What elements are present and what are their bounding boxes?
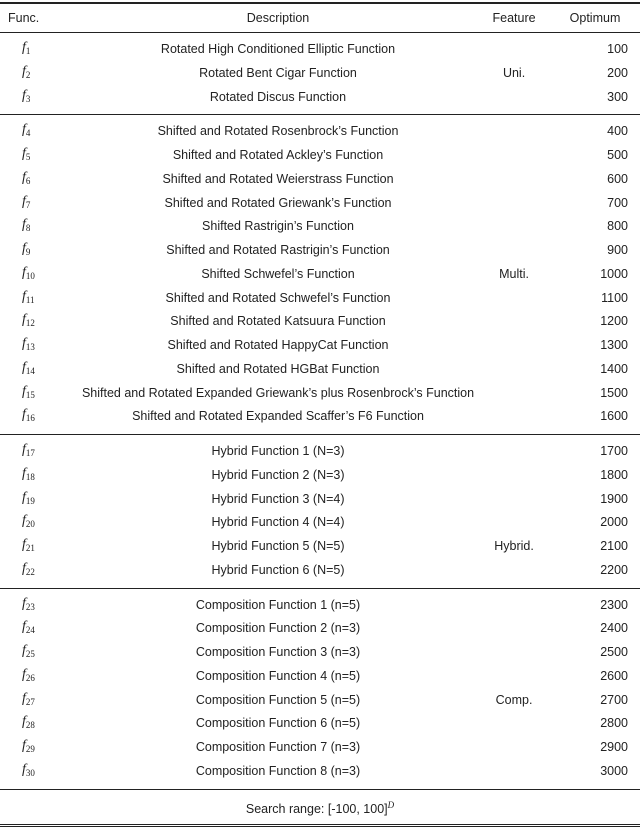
func-cell bbox=[0, 215, 82, 239]
func-name bbox=[22, 146, 30, 161]
feature-cell bbox=[474, 215, 554, 239]
feature-cell bbox=[474, 641, 554, 665]
table-row bbox=[0, 239, 640, 263]
func-cell bbox=[0, 38, 82, 62]
func-index: 5 bbox=[25, 152, 31, 162]
func-name bbox=[22, 537, 35, 552]
optimum-cell: 200 bbox=[607, 65, 628, 80]
func-index: 29 bbox=[25, 744, 35, 754]
func-cell bbox=[0, 334, 82, 358]
func-symbol: f bbox=[22, 336, 26, 351]
func-name bbox=[22, 714, 35, 729]
func-name bbox=[22, 217, 30, 232]
func-name bbox=[22, 561, 35, 576]
table-row bbox=[0, 287, 640, 311]
feature-cell bbox=[474, 358, 554, 382]
search-range-text: Search range: [-100, 100] bbox=[245, 801, 388, 816]
func-index: 7 bbox=[25, 199, 31, 210]
footer-row bbox=[0, 790, 640, 826]
optimum-cell: 300 bbox=[607, 89, 628, 104]
optimum-cell: 3000 bbox=[600, 763, 628, 778]
func-index: 23 bbox=[25, 601, 35, 612]
func-name bbox=[22, 122, 30, 137]
func-symbol: f bbox=[22, 383, 26, 399]
func-cell bbox=[0, 617, 82, 641]
func-index: 22 bbox=[25, 566, 35, 577]
table-row bbox=[0, 736, 640, 760]
func-symbol: f bbox=[22, 146, 26, 161]
func-cell bbox=[0, 511, 82, 535]
optimum-cell: 1100 bbox=[601, 290, 628, 305]
description-cell: Rotated Discus Function bbox=[209, 89, 347, 104]
func-cell bbox=[0, 358, 82, 382]
func-cell bbox=[0, 62, 82, 86]
func-index: 2 bbox=[25, 69, 31, 80]
func-symbol: f bbox=[22, 63, 26, 79]
optimum-cell: 1600 bbox=[600, 409, 628, 424]
description-cell: Shifted and Rotated Expanded Scaffer’s F6 Function bbox=[132, 409, 424, 424]
feature-cell: Hybrid. bbox=[494, 539, 534, 553]
benchmark-table bbox=[0, 2, 640, 827]
table-row bbox=[0, 38, 640, 62]
func-symbol: f bbox=[22, 513, 26, 529]
feature-cell bbox=[474, 712, 554, 736]
optimum-cell: 2500 bbox=[600, 645, 628, 659]
table-row bbox=[0, 263, 640, 287]
optimum-cell: 2000 bbox=[600, 515, 628, 530]
func-cell bbox=[0, 192, 82, 216]
func-name bbox=[22, 466, 35, 481]
table-row bbox=[0, 310, 640, 334]
table-row bbox=[0, 334, 640, 358]
func-cell bbox=[0, 760, 82, 784]
table-row bbox=[0, 464, 640, 488]
description-cell: Rotated High Conditioned Elliptic Function bbox=[160, 42, 396, 56]
description-cell: Composition Function 1 (n=5) bbox=[195, 597, 361, 612]
func-name bbox=[22, 762, 35, 777]
description-cell: Composition Function 3 (n=3) bbox=[195, 645, 361, 659]
func-symbol: f bbox=[22, 560, 26, 576]
func-name bbox=[22, 442, 35, 457]
table-row bbox=[0, 358, 640, 382]
feature-cell: Comp. bbox=[495, 692, 533, 707]
description-cell: Shifted Schwefel’s Function bbox=[201, 266, 355, 281]
optimum-cell: 800 bbox=[607, 219, 628, 234]
optimum-cell: 1800 bbox=[600, 467, 628, 482]
func-symbol: f bbox=[22, 619, 26, 635]
optimum-cell: 1000 bbox=[600, 266, 628, 281]
func-cell bbox=[0, 382, 82, 406]
func-name bbox=[22, 194, 30, 209]
func-symbol: f bbox=[22, 359, 26, 375]
description-cell: Shifted and Rotated Weierstrass Function bbox=[162, 171, 394, 186]
func-symbol: f bbox=[22, 264, 26, 280]
optimum-cell: 500 bbox=[607, 148, 628, 162]
feature-cell bbox=[474, 144, 554, 168]
func-name bbox=[22, 336, 35, 351]
func-cell bbox=[0, 689, 82, 713]
func-name bbox=[22, 88, 30, 103]
func-symbol: f bbox=[22, 761, 26, 777]
feature-cell: Multi. bbox=[499, 266, 529, 281]
func-index: 8 bbox=[25, 223, 31, 234]
table-row bbox=[0, 511, 640, 535]
func-symbol: f bbox=[22, 489, 26, 505]
func-index: 25 bbox=[25, 649, 35, 659]
func-name bbox=[22, 407, 35, 422]
header-row bbox=[0, 3, 640, 33]
func-cell bbox=[0, 310, 82, 334]
feature-cell bbox=[474, 310, 554, 334]
feature-cell bbox=[474, 86, 554, 110]
func-name bbox=[22, 384, 35, 399]
func-symbol: f bbox=[22, 87, 26, 103]
feature-cell bbox=[474, 287, 554, 311]
func-cell bbox=[0, 641, 82, 665]
optimum-cell: 2300 bbox=[600, 597, 628, 612]
feature-cell bbox=[474, 239, 554, 263]
func-cell bbox=[0, 239, 82, 263]
optimum-cell: 2200 bbox=[600, 562, 628, 577]
func-index: 27 bbox=[25, 696, 35, 707]
func-cell bbox=[0, 120, 82, 144]
header-description: Description bbox=[246, 11, 310, 25]
func-symbol: f bbox=[22, 537, 26, 552]
func-name bbox=[22, 619, 35, 634]
func-cell bbox=[0, 464, 82, 488]
func-index: 16 bbox=[25, 413, 35, 424]
description-cell: Shifted and Rotated Rosenbrock’s Function bbox=[157, 124, 399, 139]
optimum-cell: 1300 bbox=[600, 338, 628, 352]
func-symbol: f bbox=[22, 241, 26, 256]
optimum-cell: 2900 bbox=[600, 740, 628, 754]
func-index: 26 bbox=[25, 672, 35, 683]
table-row bbox=[0, 594, 640, 618]
description-cell: Rotated Bent Cigar Function bbox=[199, 65, 357, 80]
feature-cell bbox=[474, 334, 554, 358]
func-index: 1 bbox=[25, 46, 31, 56]
description-cell: Hybrid Function 3 (N=4) bbox=[211, 491, 345, 506]
description-cell: Shifted and Rotated Katsuura Function bbox=[170, 314, 386, 329]
feature-cell bbox=[474, 464, 554, 488]
optimum-cell: 600 bbox=[607, 171, 628, 186]
table-row bbox=[0, 215, 640, 239]
description-cell: Composition Function 6 (n=5) bbox=[195, 716, 361, 731]
table-row bbox=[0, 641, 640, 665]
func-name bbox=[22, 643, 35, 658]
func-index: 21 bbox=[25, 543, 35, 553]
func-index: 4 bbox=[25, 128, 31, 139]
feature-cell bbox=[474, 736, 554, 760]
optimum-cell: 2400 bbox=[600, 621, 628, 636]
table-body bbox=[0, 33, 640, 790]
func-name bbox=[22, 691, 35, 706]
func-cell bbox=[0, 287, 82, 311]
optimum-cell: 1200 bbox=[600, 314, 628, 329]
func-index: 19 bbox=[25, 495, 35, 506]
func-name bbox=[22, 64, 30, 79]
description-cell: Shifted and Rotated Griewank’s Function bbox=[164, 195, 392, 210]
func-index: 18 bbox=[25, 471, 35, 482]
description-cell: Shifted and Rotated Ackley’s Function bbox=[172, 148, 384, 162]
feature-cell bbox=[474, 511, 554, 535]
func-index: 12 bbox=[25, 318, 35, 329]
func-cell bbox=[0, 712, 82, 736]
func-name bbox=[22, 667, 35, 682]
table-row bbox=[0, 488, 640, 512]
feature-cell bbox=[474, 594, 554, 618]
description-cell: Composition Function 8 (n=3) bbox=[195, 763, 361, 778]
optimum-cell: 100 bbox=[607, 42, 628, 56]
description-cell: Composition Function 7 (n=3) bbox=[195, 740, 361, 754]
table-row bbox=[0, 192, 640, 216]
func-index: 10 bbox=[25, 270, 35, 281]
feature-cell bbox=[474, 440, 554, 464]
optimum-cell: 1500 bbox=[600, 385, 628, 400]
header-feature: Feature bbox=[492, 11, 536, 25]
optimum-cell: 2600 bbox=[600, 668, 628, 683]
description-cell: Hybrid Function 2 (N=3) bbox=[211, 467, 345, 482]
table-row bbox=[0, 617, 640, 641]
func-name bbox=[22, 265, 35, 280]
table-row bbox=[0, 62, 640, 86]
func-name bbox=[22, 596, 35, 611]
optimum-cell: 1400 bbox=[600, 361, 628, 376]
feature-cell bbox=[474, 559, 554, 583]
table-row bbox=[0, 168, 640, 192]
feature-cell bbox=[474, 38, 554, 62]
optimum-cell: 2700 bbox=[600, 692, 628, 707]
func-symbol: f bbox=[22, 312, 26, 328]
optimum-cell: 900 bbox=[607, 243, 628, 257]
func-index: 30 bbox=[25, 767, 35, 778]
func-cell bbox=[0, 86, 82, 110]
feature-cell bbox=[474, 120, 554, 144]
optimum-cell: 700 bbox=[607, 195, 628, 210]
feature-cell bbox=[474, 405, 554, 429]
description-cell: Hybrid Function 5 (N=5) bbox=[211, 539, 345, 553]
optimum-cell: 2800 bbox=[600, 716, 628, 731]
func-symbol: f bbox=[22, 442, 26, 457]
func-symbol: f bbox=[22, 193, 26, 209]
func-cell bbox=[0, 535, 82, 559]
func-index: 15 bbox=[25, 389, 35, 400]
func-symbol: f bbox=[22, 666, 26, 682]
feature-cell bbox=[474, 192, 554, 216]
func-index: 14 bbox=[25, 365, 35, 376]
func-name bbox=[22, 312, 35, 327]
table-row bbox=[0, 440, 640, 464]
func-name bbox=[22, 40, 30, 55]
func-symbol: f bbox=[22, 40, 26, 55]
func-name bbox=[22, 738, 35, 753]
func-cell bbox=[0, 440, 82, 464]
table-row bbox=[0, 144, 640, 168]
description-cell: Hybrid Function 4 (N=4) bbox=[211, 515, 345, 530]
description-cell: Shifted Rastrigin’s Function bbox=[202, 219, 354, 234]
table-row bbox=[0, 120, 640, 144]
feature-cell bbox=[474, 382, 554, 406]
func-cell bbox=[0, 263, 82, 287]
func-name bbox=[22, 360, 35, 375]
func-cell bbox=[0, 144, 82, 168]
func-name bbox=[22, 513, 35, 528]
header-optimum: Optimum bbox=[569, 11, 621, 25]
func-index: 3 bbox=[25, 93, 31, 104]
func-cell bbox=[0, 405, 82, 429]
table-row bbox=[0, 405, 640, 429]
func-cell bbox=[0, 559, 82, 583]
table-row bbox=[0, 535, 640, 559]
func-index: 24 bbox=[25, 625, 35, 636]
description-cell: Shifted and Rotated Schwefel’s Function bbox=[165, 290, 391, 305]
func-symbol: f bbox=[22, 122, 26, 138]
optimum-cell: 1900 bbox=[600, 491, 628, 506]
func-symbol: f bbox=[22, 714, 26, 730]
description-cell: Shifted and Rotated HappyCat Function bbox=[167, 338, 389, 352]
table-row bbox=[0, 712, 640, 736]
description-cell: Hybrid Function 6 (N=5) bbox=[211, 562, 345, 577]
optimum-cell: 400 bbox=[607, 124, 628, 139]
func-cell bbox=[0, 736, 82, 760]
description-cell: Shifted and Rotated Expanded Griewank’s plus Rosenbrock’s Function bbox=[81, 385, 475, 400]
description-cell: Composition Function 2 (n=3) bbox=[195, 621, 361, 636]
func-symbol: f bbox=[22, 217, 26, 233]
description-cell: Hybrid Function 1 (N=3) bbox=[211, 444, 345, 458]
optimum-cell: 2100 bbox=[600, 539, 628, 553]
table-row bbox=[0, 760, 640, 784]
func-symbol: f bbox=[22, 738, 26, 753]
func-cell bbox=[0, 488, 82, 512]
func-name bbox=[22, 490, 35, 505]
description-cell: Composition Function 5 (n=5) bbox=[195, 692, 361, 707]
func-name bbox=[22, 241, 30, 256]
description-cell: Shifted and Rotated HGBat Function bbox=[176, 361, 380, 376]
func-cell bbox=[0, 168, 82, 192]
header-func: Func. bbox=[8, 11, 40, 25]
feature-cell: Uni. bbox=[502, 65, 526, 80]
func-index: 28 bbox=[25, 720, 35, 731]
func-symbol: f bbox=[22, 690, 26, 706]
feature-cell bbox=[474, 760, 554, 784]
func-index: 13 bbox=[25, 342, 35, 352]
func-index: 17 bbox=[25, 448, 35, 458]
table-row bbox=[0, 382, 640, 406]
feature-cell bbox=[474, 665, 554, 689]
optimum-cell: 1700 bbox=[600, 444, 628, 458]
table-row bbox=[0, 559, 640, 583]
func-cell bbox=[0, 665, 82, 689]
search-range-note bbox=[0, 790, 640, 826]
feature-cell bbox=[474, 488, 554, 512]
func-symbol: f bbox=[22, 288, 26, 304]
func-index: 6 bbox=[25, 175, 31, 186]
func-symbol: f bbox=[22, 465, 26, 481]
table-row bbox=[0, 86, 640, 110]
func-symbol: f bbox=[22, 595, 26, 611]
description-cell: Shifted and Rotated Rastrigin’s Function bbox=[166, 243, 390, 257]
feature-cell bbox=[474, 617, 554, 641]
func-name bbox=[22, 289, 35, 304]
func-symbol: f bbox=[22, 643, 26, 658]
func-name bbox=[22, 170, 30, 185]
table-row bbox=[0, 689, 640, 713]
func-symbol: f bbox=[22, 169, 26, 185]
description-cell: Composition Function 4 (n=5) bbox=[195, 668, 361, 683]
func-index: 20 bbox=[25, 519, 35, 530]
feature-cell bbox=[474, 168, 554, 192]
func-symbol: f bbox=[22, 407, 26, 423]
func-index: 9 bbox=[25, 247, 31, 257]
func-index: 11 bbox=[25, 294, 35, 305]
search-range-exponent: D bbox=[387, 799, 395, 810]
table-row bbox=[0, 665, 640, 689]
func-cell bbox=[0, 594, 82, 618]
